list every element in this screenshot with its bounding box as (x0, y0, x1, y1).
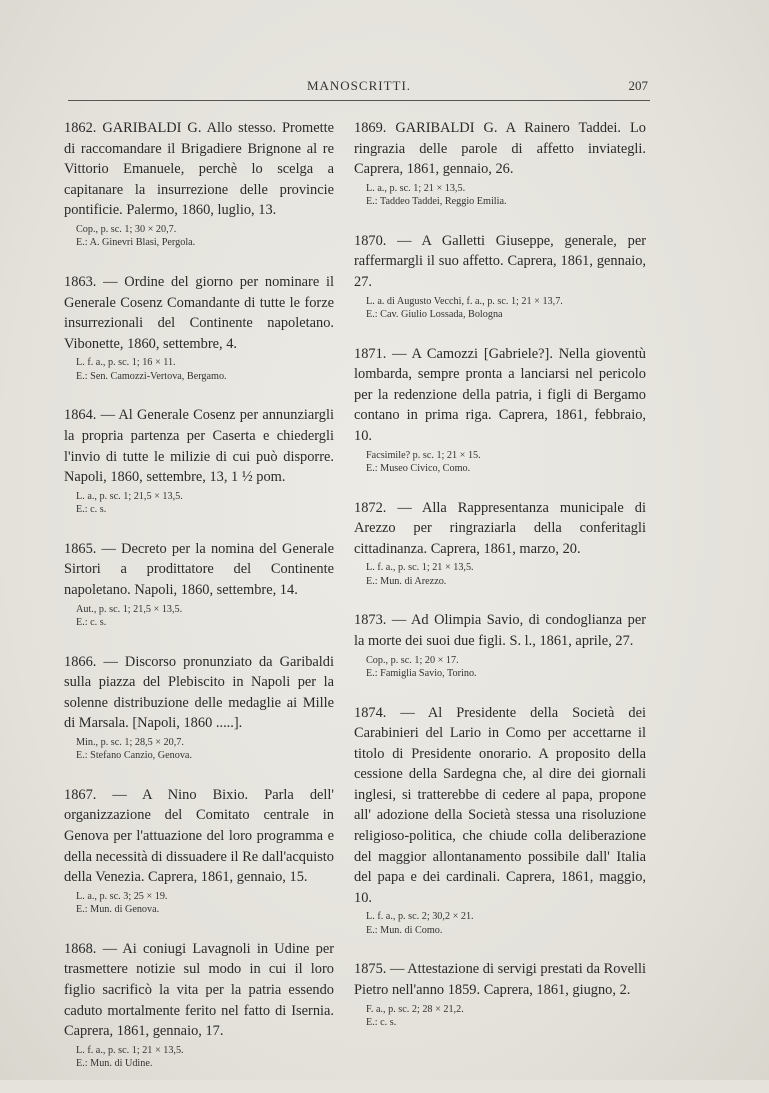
entry-text: 1867. — A Nino Bixio. Parla dell' organizzazione del Comitato centrale in Genova per l'attuazione del loro programma e della necessità di dissuadere il Re dall'acquisto della Venezia. Caprera, 1861, gennaio, 15. (64, 786, 334, 886)
entry-text: 1865. — Decreto per la nomina del Generale Sirtori a prodittatore del Continente napoletano. Napoli, 1860, settembre, 14. (64, 540, 334, 598)
entry-description: Cop., p. sc. 1; 20 × 17. (366, 654, 459, 666)
entry-meta (354, 654, 646, 681)
entry-owner: E.: A. Ginevri Blasi, Pergola. (76, 237, 196, 249)
entry-text: 1864. — Al Generale Cosenz per annunziargli la propria partenza per Caserta e chiedergli l'invio di tutte le milizie di cui può disporre. Napoli, 1860, settembre, 13, 1 ½ pom. (64, 407, 334, 486)
entry-description: L. f. a., p. sc. 1; 21 × 13,5. (76, 1044, 184, 1056)
right-column (354, 118, 646, 1052)
entry-owner: E.: Mun. di Arezzo. (366, 575, 447, 587)
entry-owner: E.: Stefano Canzio, Genova. (76, 750, 192, 762)
entry-meta (64, 1044, 334, 1071)
entry-owner: E.: Famiglia Savio, Torino. (366, 668, 477, 679)
catalog-entry-1871 (354, 344, 646, 476)
entry-owner: E.: c. s. (366, 1017, 397, 1029)
entry-text: 1874. — Al Presidente della Società dei Carabinieri del Lario in Como per accettarne il titolo di Presidente onorario. A proposito della cessione della Sardegna che, al dire dei giornali inglesi, si tratterebbe di cedere al papa, propone all' adozione della Società stessa una risoluzione religioso-politica, che chiude colla deliberazione del maggior allontanamento possibile dall' Italia del papa e dei cardinali. Caprera, 1861, maggio, 10. (354, 704, 646, 906)
entry-meta (64, 603, 334, 630)
catalog-entry-1875 (354, 959, 646, 1029)
entry-description: L. f. a., p. sc. 2; 30,2 × 21. (366, 911, 474, 923)
catalog-entry-1863 (64, 272, 334, 383)
entry-description: L. a., p. sc. 1; 21,5 × 13,5. (76, 490, 183, 502)
entry-meta (354, 561, 646, 588)
entry-text: 1863. — Ordine del giorno per nominare il Generale Cosenz Comandante di tutte le forze insurrezionali del Continente napoletano. Vibonette, 1860, settembre, 4. (64, 273, 334, 352)
entry-description: F. a., p. sc. 2; 28 × 21,2. (366, 1003, 464, 1015)
entry-owner: E.: Mun. di Genova. (76, 904, 160, 916)
entry-text: 1862. GARIBALDI G. Allo stesso. Promette di raccomandare il Brigadiere Brignone al re Vittorio Emanuele, perchè lo scelga a capitanare la insurrezione delle provincie pontificie. Palermo, 1860, luglio, 13. (64, 120, 334, 219)
entry-meta (354, 1003, 646, 1030)
catalog-entry-1873 (354, 610, 646, 680)
entry-text: 1870. — A Galletti Giuseppe, generale, per raffermargli il suo affetto. Caprera, 1861, gennaio, 27. (354, 232, 646, 290)
catalog-entry-1868 (64, 939, 334, 1071)
catalog-entry-1866 (64, 652, 334, 763)
entry-description: L. a., p. sc. 1; 21 × 13,5. (366, 182, 466, 194)
catalog-entry-1874 (354, 703, 646, 938)
entry-text: 1866. — Discorso pronunziato da Garibaldi sulla piazza del Plebiscito in Napoli per la solenne distribuzione delle medaglie ai Mille di Marsala. [Napoli, 1860 .....]. (64, 653, 334, 732)
entry-owner: E.: c. s. (76, 617, 107, 628)
entry-owner: E.: Mun. di Como. (366, 924, 443, 936)
entry-meta (64, 890, 334, 917)
entry-description: L. a. di Augusto Vecchi, f. a., p. sc. 1; 21 × 13,7. (366, 295, 563, 307)
entry-owner: E.: Taddeo Taddei, Reggio Emilia. (366, 196, 507, 208)
catalog-entry-1865 (64, 539, 334, 630)
entry-text: 1875. — Attestazione di servigi prestati da Rovelli Pietro nell'anno 1859. Caprera, 1861, giugno, 2. (354, 961, 646, 999)
catalog-entry-1862 (64, 118, 334, 250)
catalog-entry-1870 (354, 231, 646, 322)
entry-meta (64, 736, 334, 763)
entry-owner: E.: Mun. di Udine. (76, 1058, 153, 1070)
catalog-entry-1869 (354, 118, 646, 209)
entry-owner: E.: Cav. Giulio Lossada, Bologna (366, 309, 503, 321)
catalog-entry-1867 (64, 785, 334, 917)
page-header (68, 78, 650, 101)
entry-owner: E.: Sen. Camozzi-Vertova, Bergamo. (76, 370, 227, 382)
entry-owner: E.: c. s. (76, 504, 107, 516)
entry-description: Min., p. sc. 1; 28,5 × 20,7. (76, 736, 184, 748)
entry-meta (354, 182, 646, 209)
catalog-entry-1864 (64, 405, 334, 516)
entry-description: Facsimile? p. sc. 1; 21 × 15. (366, 449, 481, 461)
entry-text: 1868. — Ai coniugi Lavagnoli in Udine per trasmettere notizie sul modo in cui il loro figlio sacrificò la vita per la patria essendo caduto mortalmente ferito nel fatto di Isernia. Caprera, 1861, gennaio, 17. (64, 940, 334, 1040)
page-number: 207 (628, 78, 648, 93)
entry-meta (64, 223, 334, 250)
entry-owner: E.: Museo Civico, Como. (366, 463, 471, 475)
entry-meta (354, 295, 646, 322)
entry-text: 1869. GARIBALDI G. A Rainero Taddei. Lo ringrazia delle parole di affetto inviategli. Caprera, 1861, gennaio, 26. (354, 120, 646, 178)
entry-meta (64, 356, 334, 383)
left-column (64, 118, 334, 1093)
entry-meta (354, 910, 646, 937)
entry-description: Aut., p. sc. 1; 21,5 × 13,5. (76, 603, 183, 615)
running-title: MANOSCRITTI. (306, 78, 412, 93)
entry-text: 1872. — Alla Rappresentanza municipale di Arezzo per ringraziarla della conferitagli cittadinanza. Caprera, 1861, marzo, 20. (354, 499, 646, 557)
entry-text: 1873. — Ad Olimpia Savio, di condoglianza per la morte dei suoi due figli. S. l., 1861, aprile, 27. (354, 612, 646, 649)
entry-meta (354, 449, 646, 476)
entry-description: L. f. a., p. sc. 1; 21 × 13,5. (366, 562, 474, 574)
entry-text: 1871. — A Camozzi [Gabriele?]. Nella gioventù lombarda, sempre pronta a lanciarsi nel pericolo per la redenzione della patria, i figli di Bergamo contano in prima riga. Caprera, 1861, febbraio, 10. (354, 345, 646, 444)
catalog-entry-1872 (354, 498, 646, 589)
entry-description: L. f. a., p. sc. 1; 16 × 11. (76, 357, 176, 369)
entry-description: L. a., p. sc. 3; 25 × 19. (76, 890, 168, 902)
entry-meta (64, 490, 334, 517)
entry-description: Cop., p. sc. 1; 30 × 20,7. (76, 223, 177, 235)
